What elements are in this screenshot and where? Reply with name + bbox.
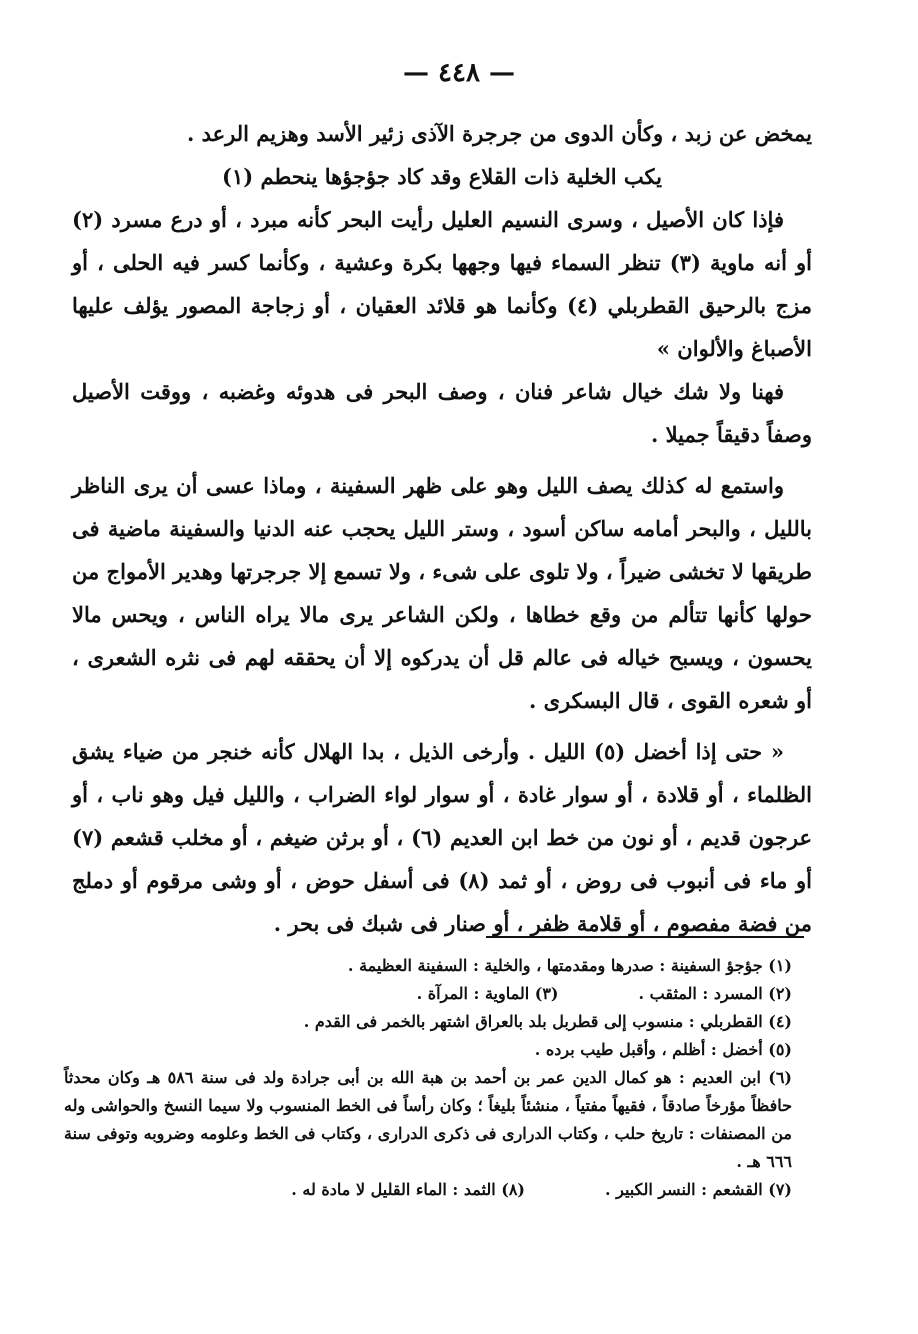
footnote-divider	[486, 936, 804, 938]
footnote: (١) جؤجؤ السفينة : صدرها ومقدمتها ، والخلية : السفينة العظيمة .	[347, 956, 792, 975]
paragraph: يمخض عن زبد ، وكأن الدوى من جرجرة الآذى زئير الأسد وهزيم الرعد .	[186, 121, 812, 146]
main-text	[72, 112, 812, 945]
footnote-row	[64, 980, 792, 1008]
quoted-paragraph: « حتى إذا أخضل (٥) الليل . وأرخى الذيل ، بدا الهلال كأنه خنجر من ضياء يشق الظلماء ، أو قلادة ، أو سوار غادة ، أو سوار لواء الضراب ، والليل فيل وهو ناب ، أو عرجون قديم ، أو نون من خط ابن العديم (٦) ، أو برثن ضيغم ، أو مخلب قشعم (٧) أو ماء فى أنبوب فى روض ، أو ثمد (٨) فى أسفل حوض ، أو وشى مرقوم أو دملج من فضة مفصوم ، أو قلامة ظفر ، أو صنار فى شبك فى بحر .	[72, 739, 812, 936]
footnote: (٣) الماوية : المرآة .	[416, 984, 559, 1003]
footnote: (٨) الثمد : الماء القليل لا مادة له .	[291, 1180, 525, 1199]
footnotes	[64, 952, 792, 1204]
page-number: — ٤٤٨ —	[402, 58, 516, 88]
footnote: (٥) أخضل : أظلم ، وأقبل طيب برده .	[534, 1040, 792, 1059]
paragraph: فإذا كان الأصيل ، وسرى النسيم العليل رأيت البحر كأنه مبرد ، أو درع مسرد (٢) أو أنه ماوية (٣) تنظر السماء فيها وجهها بكرة وعشية ، وكأنما كسر فيه الحلى ، أو مزج بالرحيق القطربلي (٤) وكأنما هو قلائد العقيان ، أو زجاجة المصور يؤلف عليها الأصباغ والألوان »	[72, 207, 812, 361]
footnote-row	[64, 1176, 792, 1204]
footnote: (٧) القشعم : النسر الكبير .	[604, 1180, 792, 1199]
footnote: (٤) القطربلي : منسوب إلى قطربل بلد بالعراق اشتهر بالخمر فى القدم .	[303, 1012, 792, 1031]
footnote: (٢) المسرد : المثقب .	[638, 984, 792, 1003]
footnote: (٦) ابن العديم : هو كمال الدين عمر بن أحمد بن هبة الله بن أبى جرادة ولد فى سنة ٥٨٦ هـ وكان محدثاً حافظاً مؤرخاً صادقاً ، فقيهاً مفتياً ، منشئاً بليغاً ؛ وكان رأساً فى الخط المنسوب ولا سيما النسخ والحواشى وله من المصنفات : تاريخ حلب ، وكتاب الدرارى فى ذكرى الدرارى ، وكتاب فى الخط وعلومه وضروبه وتوفى سنة ٦٦٦ هـ .	[64, 1068, 792, 1171]
paragraph: واستمع له كذلك يصف الليل وهو على ظهر السفينة ، وماذا عسى أن يرى الناظر بالليل ، والبحر أمامه ساكن أسود ، وستر الليل يحجب عنه الدنيا والسفينة ماضية فى طريقها لا تخشى ضيراً ، ولا تلوى على شىء ، ولا تسمع إلا جرجرتها وهدير الأمواج من حولها كأنها تتألم من وقع خطاها ، ولكن الشاعر يرى مالا يراه الناس ، ويحس مالا يحسون ، ويسبح خياله فى عالم قل أن يدركوه إلا أن يحققه لهم فى نثره الشعرى ، أو شعره القوى ، قال البسكرى .	[72, 473, 812, 713]
paragraph: فهنا ولا شك خيال شاعر فنان ، وصف البحر فى هدوئه وغضبه ، ووقت الأصيل وصفاً دقيقاً جميلا .	[72, 379, 812, 447]
verse-line: يكب الخلية ذات القلاع وقد كاد جؤجؤها ينحطم (١)	[222, 164, 662, 189]
